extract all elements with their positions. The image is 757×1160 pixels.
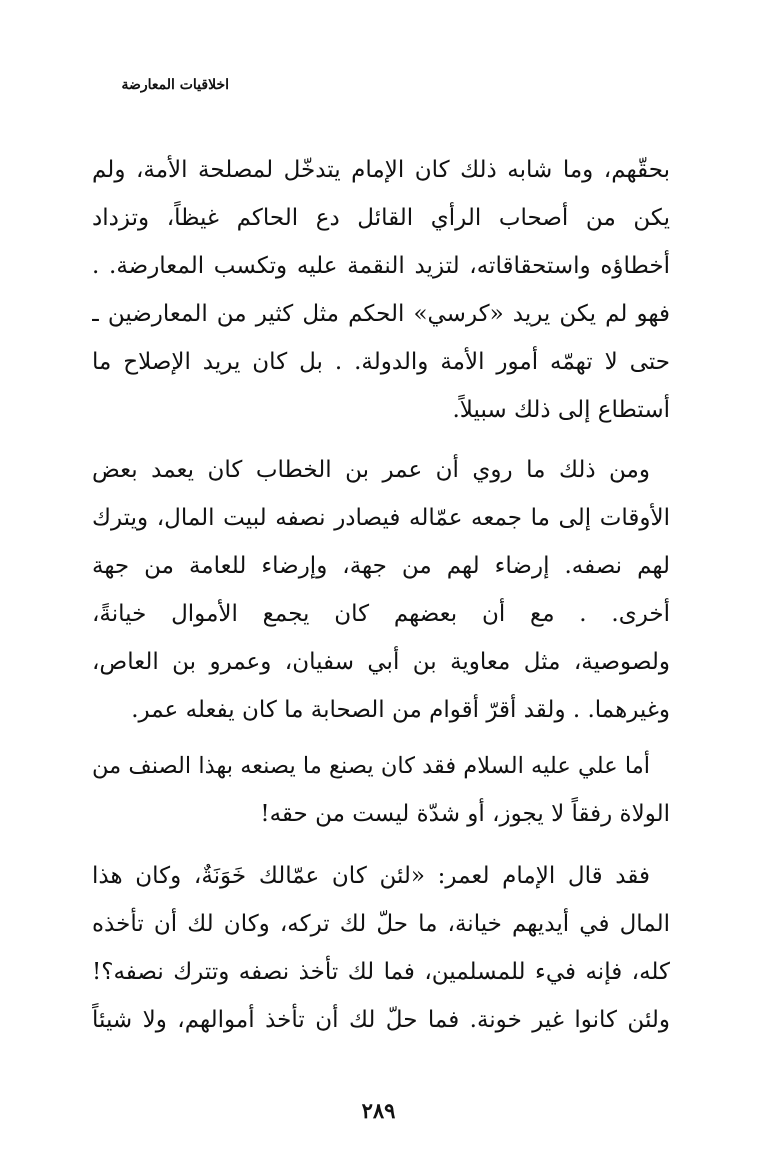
text-line: حتى لا تهمّه أمور الأمة والدولة. . بل كان يريد الإصلاح ما bbox=[92, 349, 670, 375]
text-line: أما علي عليه السلام فقد كان يصنع ما يصنعه بهذا الصنف من bbox=[92, 753, 650, 779]
text-line: أخطاؤه واستحقاقاته، لتزيد النقمة عليه وتكسب المعارضة. . bbox=[92, 253, 670, 279]
page-number: ٢٨٩ bbox=[361, 1098, 396, 1123]
text-line: فهو لم يكن يريد «كرسي» الحكم مثل كثير من المعارضين ـ bbox=[92, 301, 670, 327]
paragraph bbox=[92, 446, 670, 734]
text-line: الأوقات إلى ما جمعه عمّاله فيصادر نصفه لبيت المال، ويترك bbox=[92, 505, 670, 531]
running-header: اخلاقيات المعارضة bbox=[121, 77, 229, 93]
text-line: وغيرهما. . ولقد أقرّ أقوام من الصحابة ما كان يفعله عمر. bbox=[131, 697, 670, 723]
text-line: فقد قال الإمام لعمر: «لئن كان عمّالك خَوَنَةٌ، وكان هذا bbox=[92, 863, 650, 889]
text-line: ومن ذلك ما روي أن عمر بن الخطاب كان يعمد بعض bbox=[92, 457, 650, 483]
text-line: بحقّهم، وما شابه ذلك كان الإمام يتدخّل لمصلحة الأمة، ولم bbox=[92, 157, 670, 183]
text-line: أستطاع إلى ذلك سبيلاً. bbox=[452, 397, 670, 423]
paragraph bbox=[92, 146, 670, 434]
paragraph bbox=[92, 852, 670, 1044]
paragraph bbox=[92, 742, 670, 838]
text-line: يكن من أصحاب الرأي القائل دع الحاكم غيظاً، وتزداد bbox=[92, 205, 670, 231]
text-line: ولئن كانوا غير خونة. فما حلّ لك أن تأخذ أموالهم، ولا شيئاً bbox=[92, 1007, 670, 1033]
text-line: ولصوصية، مثل معاوية بن أبي سفيان، وعمرو بن العاص، bbox=[92, 649, 670, 675]
text-line: لهم نصفه. إرضاء لهم من جهة، وإرضاء للعامة من جهة bbox=[92, 553, 670, 579]
text-line: كله، فإنه فيء للمسلمين، فما لك تأخذ نصفه وتترك نصفه؟! bbox=[92, 959, 670, 985]
text-line: أخرى. . مع أن بعضهم كان يجمع الأموال خيانةً، bbox=[92, 601, 670, 627]
text-line: الولاة رفقاً لا يجوز، أو شدّة ليست من حقه! bbox=[260, 801, 670, 827]
text-line: المال في أيديهم خيانة، ما حلّ لك تركه، وكان لك أن تأخذه bbox=[92, 911, 670, 937]
